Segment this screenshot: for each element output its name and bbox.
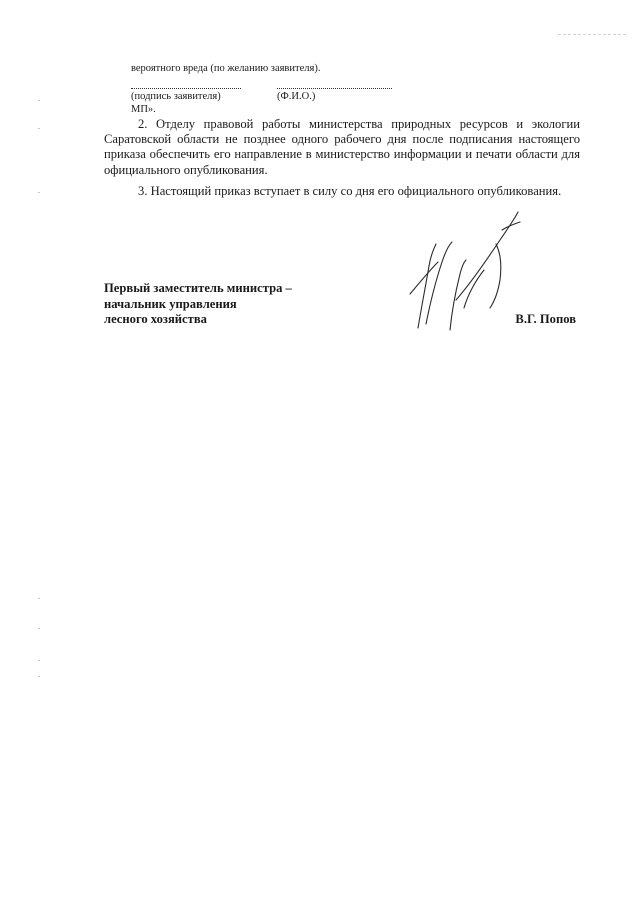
name-underline — [277, 88, 392, 89]
position-line: лесного хозяйства — [104, 312, 207, 326]
scan-noise — [558, 34, 626, 36]
scan-speck — [38, 676, 40, 677]
position-line: Первый заместитель министра – — [104, 281, 292, 295]
paragraph-3: 3. Настоящий приказ вступает в силу со дня его официального опубликования. — [138, 184, 562, 198]
scan-speck — [38, 660, 40, 661]
scan-speck — [38, 628, 40, 629]
position-line: начальник управления — [104, 296, 237, 311]
scan-speck — [38, 192, 40, 193]
scan-speck — [38, 128, 40, 129]
signature-underline — [131, 88, 241, 89]
scan-speck — [38, 598, 40, 599]
fragment-line: вероятного вреда (по желанию заявителя). — [131, 63, 321, 74]
scan-speck — [38, 100, 40, 101]
signature-caption: (подпись заявителя) — [131, 91, 221, 102]
handwritten-signature — [396, 204, 536, 334]
stamp-mark: МП». — [131, 104, 156, 115]
signatory-position — [104, 281, 292, 328]
signatory-name: В.Г. Попов — [515, 312, 576, 326]
name-caption: (Ф.И.О.) — [277, 91, 316, 102]
paragraph-2: 2. Отделу правовой работы министерства природных ресурсов и экологии Саратовской области не позднее одного рабочего дня после подписания настоящего приказа обеспечить его направление в министерство информации и печати области для официального опубликования. — [104, 117, 580, 177]
